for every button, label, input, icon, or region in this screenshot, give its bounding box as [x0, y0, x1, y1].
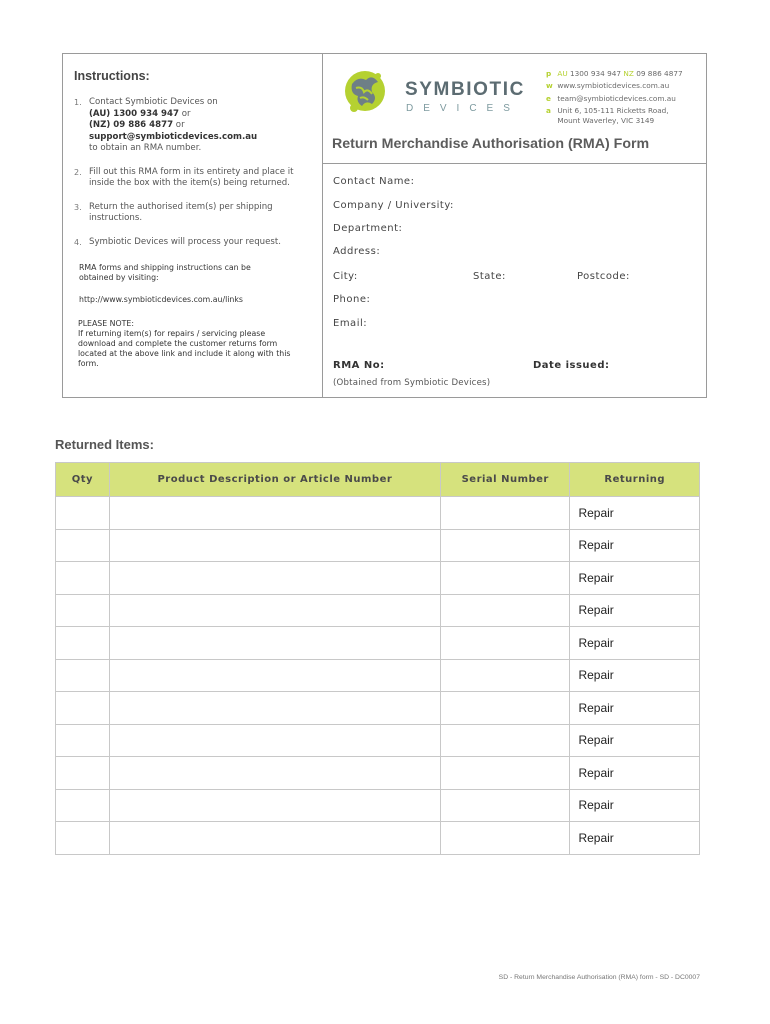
serial-cell[interactable]	[441, 562, 570, 595]
product-cell[interactable]	[109, 789, 440, 822]
date-issued-label: Date issued:	[533, 360, 610, 371]
product-cell[interactable]	[109, 757, 440, 790]
au-key: AU	[557, 69, 568, 78]
returning-cell[interactable]: Repair	[570, 757, 700, 790]
step1-line5: to obtain an RMA number.	[89, 143, 202, 153]
step4-text: Symbiotic Devices will process your request.	[89, 236, 281, 247]
qty-cell[interactable]	[56, 659, 110, 692]
qty-cell[interactable]	[56, 529, 110, 562]
contact-email-line	[546, 93, 683, 105]
returning-cell[interactable]: Repair	[570, 659, 700, 692]
col-product: Product Description or Article Number	[109, 463, 440, 497]
serial-cell[interactable]	[441, 757, 570, 790]
links-url[interactable]: http://www.symbioticdevices.com.au/links	[79, 295, 243, 304]
symbiotic-logo	[342, 66, 542, 121]
address-key: a	[546, 106, 551, 116]
or-text: or	[173, 120, 185, 130]
rma-no-label: RMA No:	[333, 360, 385, 371]
product-cell[interactable]	[109, 659, 440, 692]
product-cell[interactable]	[109, 822, 440, 855]
serial-cell[interactable]	[441, 659, 570, 692]
table-row	[56, 724, 700, 757]
qty-cell[interactable]	[56, 822, 110, 855]
logo-mark-icon	[342, 66, 388, 118]
please-note-text: If returning item(s) for repairs / servicing please download and complete the customer returns form located at the above link and include it along with this form.	[78, 329, 291, 368]
returning-cell[interactable]: Repair	[570, 562, 700, 595]
product-cell[interactable]	[109, 497, 440, 530]
product-cell[interactable]	[109, 692, 440, 725]
step1-line1: Contact Symbiotic Devices on	[89, 97, 218, 107]
product-cell[interactable]	[109, 724, 440, 757]
department-label: Department:	[333, 223, 403, 234]
table-row	[56, 562, 700, 595]
qty-cell[interactable]	[56, 724, 110, 757]
table-row	[56, 594, 700, 627]
qty-cell[interactable]	[56, 562, 110, 595]
table-row	[56, 822, 700, 855]
instruction-step-4	[74, 237, 314, 249]
step2-text: Fill out this RMA form in its entirety and place it inside the box with the item(s) being returned.	[89, 166, 294, 188]
nz-phone: 09 886 4877	[636, 69, 683, 78]
address-line-2: Mount Waverley, VIC 3149	[557, 115, 655, 125]
returning-cell[interactable]: Repair	[570, 822, 700, 855]
brand-sub: DEVICES	[406, 103, 520, 114]
email-key: e	[546, 93, 551, 103]
table-row	[56, 789, 700, 822]
col-returning: Returning	[570, 463, 700, 497]
product-cell[interactable]	[109, 529, 440, 562]
returning-cell[interactable]: Repair	[570, 529, 700, 562]
please-note-label: PLEASE NOTE:	[78, 319, 134, 328]
serial-cell[interactable]	[441, 529, 570, 562]
qty-cell[interactable]	[56, 789, 110, 822]
form-title: Return Merchandise Authorisation (RMA) Form	[332, 136, 650, 152]
or-text: or	[179, 108, 191, 119]
returning-cell[interactable]: Repair	[570, 594, 700, 627]
product-cell[interactable]	[109, 594, 440, 627]
col-serial: Serial Number	[441, 463, 570, 497]
product-cell[interactable]	[109, 562, 440, 595]
address-label: Address:	[333, 246, 381, 257]
returning-cell[interactable]: Repair	[570, 497, 700, 530]
step-number: 4.	[74, 237, 82, 247]
qty-cell[interactable]	[56, 497, 110, 530]
form-panel	[322, 54, 708, 399]
company-label: Company / University:	[333, 200, 454, 211]
contact-phone-line	[546, 68, 683, 80]
web-key: w	[546, 81, 553, 91]
obtained-note: (Obtained from Symbiotic Devices)	[333, 378, 491, 388]
instructions-title: Instructions:	[74, 69, 150, 83]
returning-cell[interactable]: Repair	[570, 627, 700, 660]
serial-cell[interactable]	[441, 789, 570, 822]
qty-cell[interactable]	[56, 757, 110, 790]
phone-key: p	[546, 69, 552, 78]
city-label: City:	[333, 271, 358, 282]
email-label: Email:	[333, 318, 368, 329]
contact-web-line	[546, 80, 683, 92]
step-number: 3.	[74, 202, 82, 212]
forms-note: RMA forms and shipping instructions can be obtained by visiting:	[79, 263, 251, 282]
instruction-step-2	[74, 167, 314, 190]
serial-cell[interactable]	[441, 627, 570, 660]
col-qty: Qty	[56, 463, 110, 497]
table-header-row	[56, 463, 700, 497]
instructions-list	[74, 97, 314, 248]
step3-text: Return the authorised item(s) per shipping instructions.	[89, 201, 273, 223]
nz-key: NZ	[623, 69, 634, 78]
returned-items-table	[55, 462, 700, 855]
returned-items-title: Returned Items:	[55, 437, 154, 452]
returning-cell[interactable]: Repair	[570, 692, 700, 725]
serial-cell[interactable]	[441, 497, 570, 530]
instructions-panel	[74, 69, 314, 369]
returning-cell[interactable]: Repair	[570, 789, 700, 822]
table-row	[56, 692, 700, 725]
phone-nz: (NZ) 09 886 4877	[89, 120, 174, 130]
phone-label: Phone:	[333, 294, 371, 305]
state-label: State:	[473, 271, 506, 282]
qty-cell[interactable]	[56, 692, 110, 725]
instruction-step-1	[74, 97, 314, 155]
brand-name: SYMBIOTIC	[405, 79, 525, 100]
table-row	[56, 757, 700, 790]
instruction-step-3	[74, 202, 314, 225]
product-cell[interactable]	[109, 627, 440, 660]
qty-cell[interactable]	[56, 594, 110, 627]
contact-details	[546, 68, 683, 127]
footer-doc-id: SD - Return Merchandise Authorisation (RMA) form - SD - DC0007	[498, 974, 700, 981]
table-row	[56, 627, 700, 660]
phone-au: (AU) 1300 934 947	[89, 108, 179, 119]
table-row	[56, 529, 700, 562]
step-number: 1.	[74, 98, 82, 107]
step-number: 2.	[74, 167, 82, 177]
table-row	[56, 497, 700, 530]
postcode-label: Postcode:	[577, 271, 630, 282]
serial-cell[interactable]	[441, 724, 570, 757]
serial-cell[interactable]	[441, 822, 570, 855]
address-line-1: Unit 6, 105-111 Ricketts Road,	[557, 106, 669, 116]
returning-cell[interactable]: Repair	[570, 724, 700, 757]
website[interactable]: www.symbioticdevices.com.au	[557, 81, 670, 91]
serial-cell[interactable]	[441, 692, 570, 725]
rma-header-box	[62, 53, 707, 398]
contact-email[interactable]: team@symbioticdevices.com.au	[557, 93, 676, 103]
contact-name-label: Contact Name:	[333, 176, 415, 187]
qty-cell[interactable]	[56, 627, 110, 660]
support-email: support@symbioticdevices.com.au	[89, 131, 258, 142]
serial-cell[interactable]	[441, 594, 570, 627]
table-row	[56, 659, 700, 692]
au-phone: 1300 934 947	[570, 69, 622, 78]
